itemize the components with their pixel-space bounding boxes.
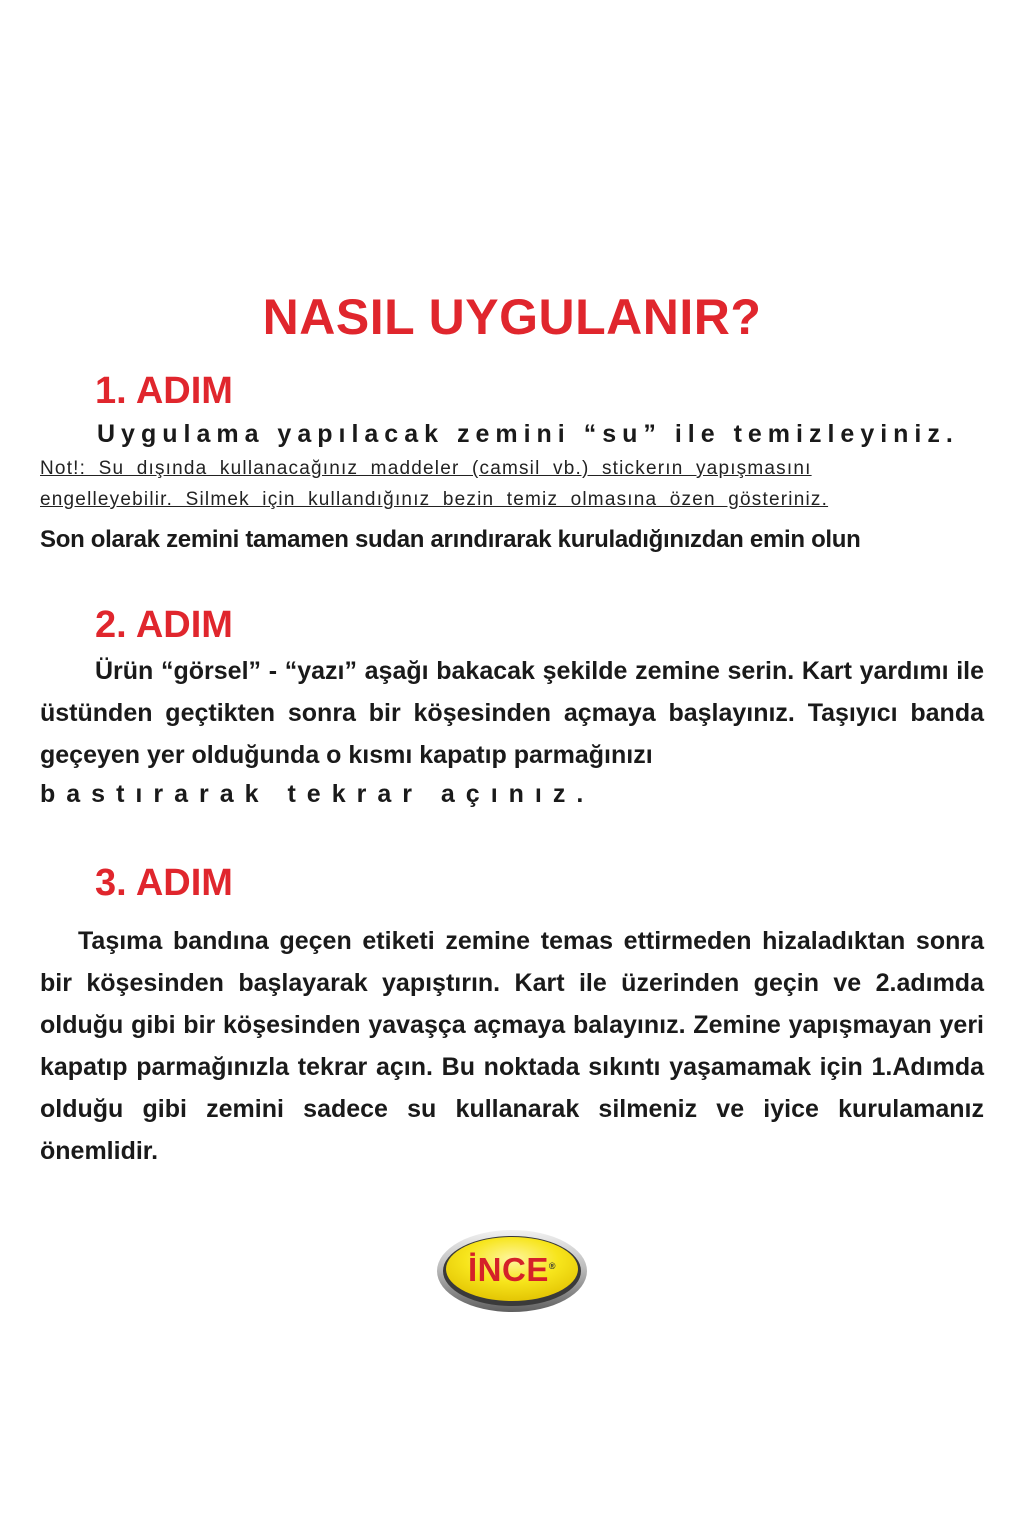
step-1-note-line-2: engelleyebilir. Silmek için kullandığınız bezin temiz olmasına özen gösteriniz.: [40, 489, 829, 510]
page-title: NASIL UYGULANIR?: [262, 289, 762, 345]
ince-logo: [436, 1229, 588, 1313]
step-1-line-1: Uygulama yapılacak zemini “su” ile temizleyiniz.: [97, 420, 959, 448]
registered-mark: ®: [548, 1261, 556, 1271]
step-2-paragraph: Ürün “görsel” - “yazı” aşağı bakacak şekilde zemine serin. Kart yardımı ile üstünden geçtikten sonra bir köşesinden açmaya başlayınız. Taşıyıcı banda geçeyen yer olduğunda o kısmı kapatıp parmağınızı: [40, 657, 984, 769]
logo-text: İNCE: [468, 1251, 549, 1288]
step-3-paragraph: Taşıma bandına geçen etiketi zemine temas ettirmeden hizaladıktan sonra bir köşesinden başlayarak yapıştırın. Kart ile üzerinden geçin ve 2.adımda olduğu gibi bir köşesinden yavaşça açmaya balayınız. Zemine yapışmayan yeri kapatıp parmağınızla tekrar açın. Bu noktada sıkıntı yaşamamak için 1.Adımda olduğu gibi zemini sadece su kullanarak silmeniz ve iyice kurulamanız önemlidir.: [40, 927, 984, 1165]
step-1-note-line-1: Not!: Su dışında kullanacağınız maddeler (camsil vb.) stickerın yapışmasını: [40, 458, 812, 479]
logo-wordmark: [436, 1250, 588, 1290]
step-2-paragraph-tail: bastırarak tekrar açınız.: [40, 780, 595, 808]
step-3-heading: 3. ADIM: [95, 862, 233, 904]
step-1-heading: 1. ADIM: [95, 370, 233, 412]
step-2-heading: 2. ADIM: [95, 604, 233, 646]
step-1-line-3: Son olarak zemini tamamen sudan arındırarak kuruladığınızdan emin olun: [40, 526, 861, 553]
